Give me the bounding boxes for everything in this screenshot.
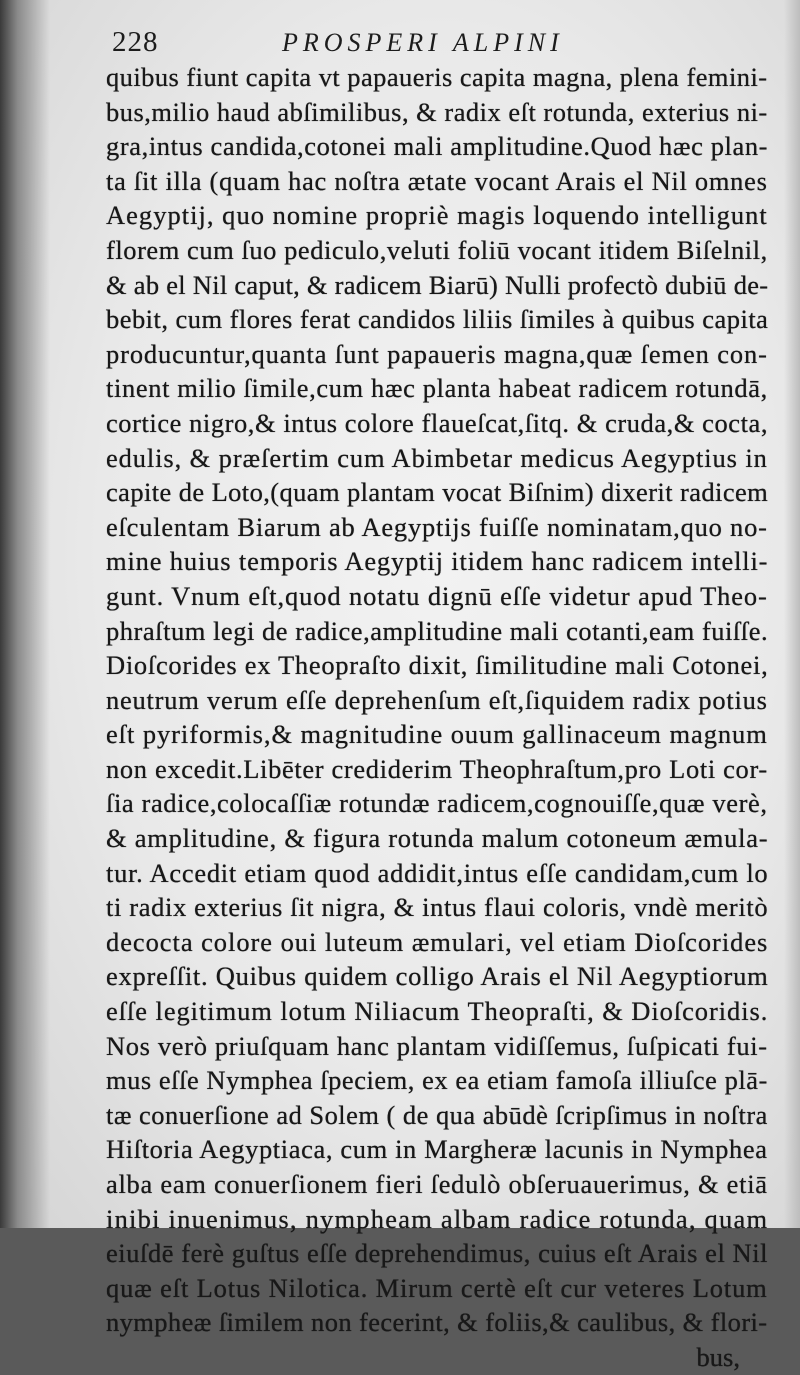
text-line: eſculentam Biarum ab Aegyptijs fuiſſe nominatam,quo no-: [106, 511, 768, 542]
text-line: ta ſit illa (quam hac noſtra ætate vocant Arais el Nil omnes: [106, 165, 768, 196]
text-line: mus eſſe Nymphea ſpeciem, ex ea etiam famoſa illiuſce plā-: [106, 1065, 768, 1096]
text-line: Dioſcorides ex Theopraſto dixit, ſimilitudine mali Cotonei,: [106, 650, 769, 681]
text-line: non excedit.Libēter crediderim Theophraſtum,pro Loti cor-: [106, 753, 768, 784]
text-line: eiuſdē ferè guſtus eſſe deprehendimus, cuius eſt Arais el Nil: [106, 1238, 769, 1269]
text-line: tinent milio ſimile,cum hæc planta habeat radicem rotundā,: [106, 373, 768, 404]
gutter-shadow: [0, 0, 50, 1228]
text-line: eſſe legitimum lotum Niliacum Theopraſti, & Dioſcoridis.: [106, 996, 769, 1027]
text-line: quibus fiunt capita vt papaueris capita magna, plena femini-: [106, 62, 768, 92]
text-line: & ab el Nil caput, & radicem Biarū) Nulli profectò dubiū de-: [106, 269, 769, 300]
text-line: quæ eſt Lotus Nilotica. Mirum certè eſt cur veteres Lotum: [106, 1272, 768, 1303]
text-line: gunt. Vnum eſt,quod notatu dignū eſſe videtur apud Theo-: [106, 580, 768, 611]
text-line: capite de Loto,(quam plantam vocat Biſnim) dixerit radicem: [106, 477, 769, 508]
text-line: nympheæ ſimilem non fecerint, & foliis,& caulibus, & flori-: [106, 1307, 768, 1338]
text-line: ſia radice,colocaſſiæ rotundæ radicem,cognouiſſe,quæ verè,: [106, 788, 768, 819]
page-edge: [784, 0, 800, 1228]
text-line: neutrum verum eſſe deprehenſum eſt,ſiquidem radix potius: [106, 684, 768, 715]
text-line: gra,intus candida,cotonei mali amplitudine.Quod hæc plan-: [106, 131, 769, 162]
text-line: & amplitudine, & figura rotunda malum cotoneum æmula-: [106, 823, 769, 854]
text-line: mine huius temporis Aegyptij itidem hanc radicem intelli-: [106, 546, 769, 577]
body-text: [106, 60, 768, 1375]
text-line: tur. Accedit etiam quod addidit,intus eſſe candidam,cum lo: [106, 857, 769, 888]
text-line: bus,milio haud abſimilibus, & radix eſt rotunda, exterius ni-: [106, 96, 768, 127]
text-line: Nos verò priuſquam hanc plantam vidiſſemus, ſuſpicati fui-: [106, 1030, 768, 1061]
text-line: Hiſtoria Aegyptiaca, cum in Margheræ lacunis in Nymphea: [106, 1134, 768, 1165]
running-head: PROSPERI ALPINI: [282, 28, 564, 57]
text-line: tæ conuerſione ad Solem ( de qua abūdè ſcripſimus in noſtra: [106, 1099, 768, 1130]
text-line: eſt pyriformis,& magnitudine ouum gallinaceum magnum: [106, 719, 768, 750]
text-line: expreſſit. Quibus quidem colligo Arais el Nil Aegyptiorum: [106, 961, 769, 992]
catchword: bus,: [696, 1341, 740, 1372]
text-line: phraſtum legi de radice,amplitudine mali cotanti,eam fuiſſe.: [106, 615, 769, 646]
text-line: bebit, cum flores ferat candidos liliis ſimiles à quibus capita: [106, 304, 769, 335]
text-line: inibi inuenimus, nympheam albam radice rotunda, quam: [106, 1203, 769, 1234]
text-line: decocta colore oui luteum æmulari, vel etiam Dioſcorides: [106, 926, 769, 957]
text-line: cortice nigro,& intus colore flaueſcat,ſitq. & cruda,& cocta,: [106, 407, 769, 438]
page-number: 228: [112, 26, 159, 58]
text-line: alba eam conuerſionem fieri ſedulò obſeruauerimus, & etiā: [106, 1169, 768, 1199]
text-line: ti radix exterius ſit nigra, & intus flaui coloris, vndè meritò: [106, 892, 769, 923]
text-line: Aegyptij, quo nomine propriè magis loquendo intelligunt: [106, 200, 768, 231]
text-line: edulis, & præſertim cum Abimbetar medicus Aegyptius in: [106, 442, 768, 473]
text-line: florem cum ſuo pediculo,veluti foliū vocant itidem Biſelnil,: [106, 234, 768, 265]
text-line: producuntur,quanta ſunt papaueris magna,quæ ſemen con-: [106, 338, 768, 369]
